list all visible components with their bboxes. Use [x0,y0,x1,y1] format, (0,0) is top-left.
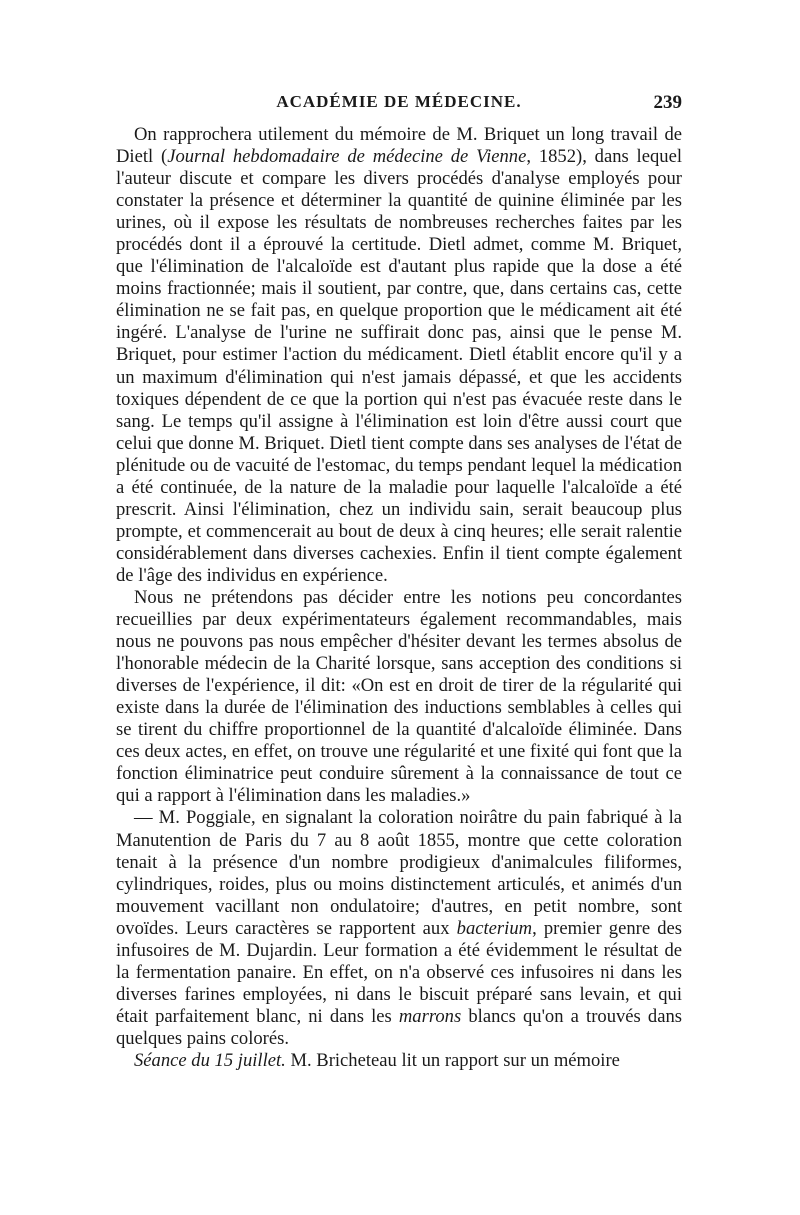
running-head: ACADÉMIE DE MÉDECINE. [276,92,522,111]
seance-date: Séance du 15 juillet. [134,1049,286,1071]
paragraph-poggiale: — M. Poggiale, en signalant la coloration noirâtre du pain fabriqué à la Manutention de Paris du 7 au 8 août 1855, montre que cette coloration tenait à la présence d'un nombre prodigieux d'animalcules filiformes, cylindriques, roides, plus ou moins distinctement articulés, et animés d'un mouvement vacillant non ondulatoire; d'autres, en petit nombre, sont ovoïdes. Leurs caractères se rapportent aux bacterium, premier genre des infusoires de M. Dujardin. Leur formation a été évidemment le résultat de la fermentation panaire. En effet, on n'a observé ces infusoires ni dans les diverses farines employées, ni dans le biscuit préparé sans levain, et qui était parfaitement blanc, ni dans les marrons blancs qu'on a trouvés dans quelques pains colorés. [116,807,682,1049]
page-header [116,92,682,120]
paragraph-dietl: On rapprochera utilement du mémoire de M. Briquet un long travail de Dietl (Journal hebdomadaire de médecine de Vienne, 1852), dans lequel l'auteur discute et compare les divers procédés d'analyse employés pour constater la présence et déterminer la quantité de quinine éliminée par les urines, où il expose les résultats de nombreuses recherches faites par les procédés dont il a éprouvé la certitude. Dietl admet, comme M. Briquet, que l'élimination de l'alcaloïde est d'autant plus rapide que la dose a été moins fractionnée; mais il soutient, par contre, que, dans certains cas, cette élimination ne se fait pas, en quelque proportion que le médicament ait été ingéré. L'analyse de l'urine ne suffirait donc pas, ainsi que le pense M. Briquet, pour estimer l'action du médicament. Dietl établit encore qu'il y a un maximum d'élimination qui n'est jamais dépassé, et que les accidents toxiques dépendent de ce que la portion qui n'est pas évacuée reste dans le sang. Le temps qu'il assigne à l'élimination est loin d'être aussi court que celui que donne M. Briquet. Dietl tient compte dans ses analyses de l'état de plénitude ou de vacuité de l'estomac, du temps pendant lequel la médication a été continuée, de la nature de la maladie pour laquelle l'alcaloïde a été prescrit. Ainsi l'élimination, chez un individu sain, serait beaucoup plus prompte, et commencerait au bout de deux à cinq heures; elle serait ralentie considérablement dans diverses cachexies. Enfin il tient compte également de l'âge des individus en expérience. [116,124,682,586]
term-marrons: marrons [398,1005,462,1027]
term-bacterium: bacterium [456,917,533,939]
paragraph-discussion: Nous ne prétendons pas décider entre les notions peu concordantes recueillies par deux expérimentateurs également recommandables, mais nous ne pouvons pas nous empêcher d'hésiter devant les termes absolus de l'honorable médecin de la Charité lorsque, sans acception des conditions si diverses de l'expérience, il dit: «On est en droit de tirer de la régularité qui existe dans la durée de l'élimination des inductions semblables à celles qui se tirent du chiffre proportionnel de la quantité d'alcaloïde éliminée. Dans ces deux actes, en effet, on trouve une régularité et une fixité qui font que la fonction éliminatrice peut conduire sûrement à la connaissance de tout ce qui a rapport à l'élimination dans les maladies.» [116,586,682,807]
page-body [116,124,682,1072]
paragraph-seance: Séance du 15 juillet. M. Bricheteau lit un rapport sur un mémoire [134,1049,620,1071]
journal-title: Journal hebdomadaire de médecine de Vienne [167,146,527,168]
page-number: 239 [653,92,682,113]
